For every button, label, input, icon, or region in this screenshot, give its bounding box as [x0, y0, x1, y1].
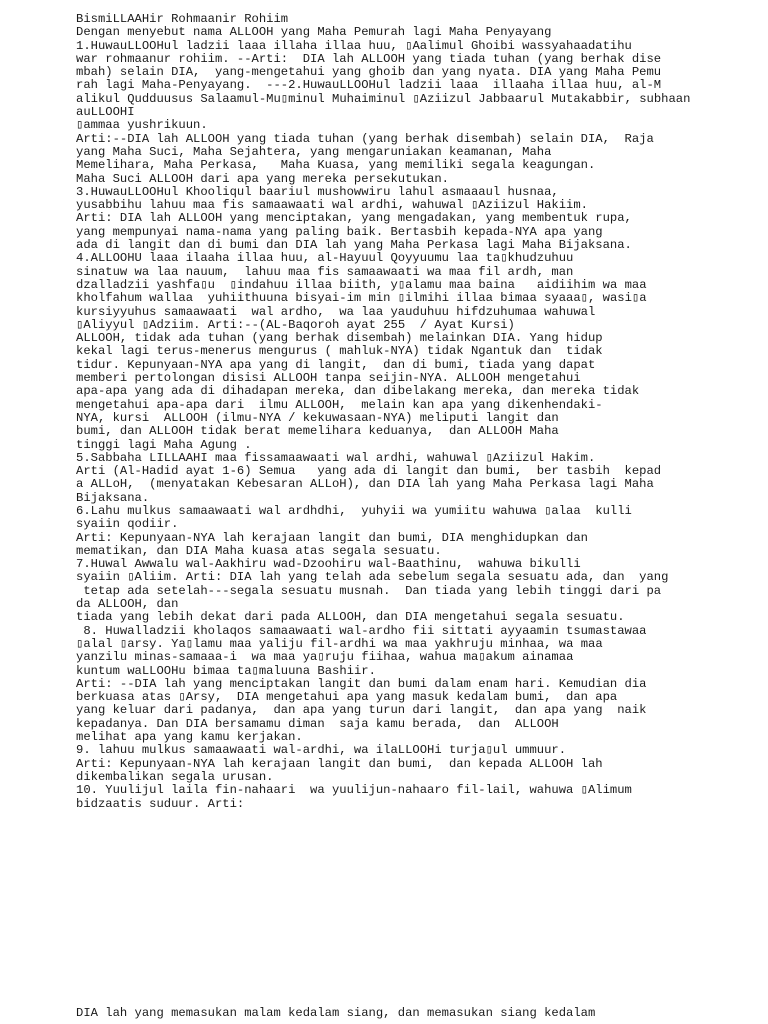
text-line: ▯alal ▯arsy. Ya▯lamu maa yaliju fil-ardhi wa maa yakhruju minhaa, wa maa [76, 636, 603, 651]
text-line: dikembalikan segala urusan. [76, 769, 274, 784]
text-line: Arti: Kepunyaan-NYA lah kerajaan langit dan bumi, dan kepada ALLOOH lah [76, 756, 603, 771]
text-line: sinatuw wa laa nauum, lahuu maa fis samaawaati wa maa fil ardh, man [76, 264, 574, 279]
text-line: 9. lahuu mulkus samaawaati wal-ardhi, wa ilaLLOOHi turja▯ul ummuur. [76, 743, 567, 758]
text-line: Arti (Al-Hadid ayat 1-6) Semua yang ada di langit dan bumi, ber tasbih kepad [76, 464, 662, 479]
text-line: 3.HuwauLLOOHul Khooliqul baariul mushowwiru lahul asmaaaul husnaa, [76, 184, 559, 199]
text-line: kekal lagi terus-menerus mengurus ( mahluk-NYA) tidak Ngantuk dan tidak [76, 344, 603, 359]
text-line: kursiyyuhus samaawaati wal ardho, wa laa yauduhuu hifdzuhumaa wahuwal [76, 304, 596, 319]
text-line: Arti: DIA lah ALLOOH yang menciptakan, yang mengadakan, yang membentuk rupa, [76, 211, 632, 226]
text-line: da ALLOOH, dan [76, 597, 179, 612]
text-line: 10. Yuulijul laila fin-nahaari wa yuulijun-nahaaro fil-lail, wahuwa ▯Alimum [76, 783, 632, 798]
text-line: tetap ada setelah---segala sesuatu musnah. Dan tiada yang lebih tinggi dari pa [76, 583, 662, 598]
text-line: ada di langit dan di bumi dan DIA lah yang Maha Perkasa lagi Maha Bijaksana. [76, 238, 632, 253]
text-line: Bijaksana. [76, 490, 150, 505]
text-line: bidzaatis suduur. Arti: [76, 796, 245, 811]
text-line: Arti: --DIA lah yang menciptakan langit dan bumi dalam enam hari. Kemudian dia [76, 676, 647, 691]
text-line: kholfahum wallaa yuhiithuuna bisyai-im min ▯ilmihi illaa bimaa syaaa▯, wasi▯a [76, 291, 647, 306]
text-line: 6.Lahu mulkus samaawaati wal ardhdhi, yuhyii wa yumiitu wahuwa ▯alaa kulli [76, 503, 632, 518]
text-line: ▯ammaa yushrikuun. [76, 118, 208, 133]
text-line: mengetahui apa-apa dari ilmu ALLOOH, melain kan apa yang dikenhendaki- [76, 397, 603, 412]
text-line: syaiin ▯Aliim. Arti: DIA lah yang telah ada sebelum segala sesuatu ada, dan yang [76, 570, 669, 585]
text-line: tidur. Kepunyaan-NYA apa yang di langit, dan di bumi, tiada yang dapat [76, 357, 596, 372]
text-line: 5.Sabbaha LILLAAHI maa fissamaawaati wal ardhi, wahuwal ▯Aziizul Hakim. [76, 450, 596, 465]
text-line: rah lagi Maha-Penyayang. ---2.HuwauLLOOHul ladzii laaa illaaha illaa huu, al-M [76, 78, 662, 93]
text-line: dzalladzii yashfa▯u ▯indahuu illaa biith, y▯alamu maa baina aidiihim wa maa [76, 277, 647, 292]
text-line: Memelihara, Maha Perkasa, Maha Kuasa, yang memiliki segala keagungan. [76, 158, 596, 173]
text-line: 4.ALLOOHU laaa ilaaha illaa huu, al-Hayuul Qoyyuumu laa ta▯khudzuhuu [76, 251, 574, 266]
text-line: apa-apa yang ada di dihadapan mereka, dan dibelakang mereka, dan mereka tidak [76, 384, 640, 399]
text-line: yusabbihu lahuu maa fis samaawaati wal ardhi, wahuwal ▯Aziizul Hakiim. [76, 198, 588, 213]
text-line: melihat apa yang kamu kerjakan. [76, 730, 303, 745]
text-line: yang mempunyai nama-nama yang paling baik. Bertasbih kepada-NYA apa yang [76, 224, 603, 239]
text-line: kuntum waLLOOHu bimaa ta▯maluuna Bashiir. [76, 663, 376, 678]
text-line: Maha Suci ALLOOH dari apa yang mereka persekutukan. [76, 171, 449, 186]
document-text [76, 13, 756, 811]
text-line: kepadanya. Dan DIA bersamamu diman saja kamu berada, dan ALLOOH [76, 716, 559, 731]
text-line: ALLOOH, tidak ada tuhan (yang berhak disembah) melainkan DIA. Yang hidup [76, 331, 603, 346]
text-line: mbah) selain DIA, yang-mengetahui yang ghoib dan yang nyata. DIA yang Maha Pemu [76, 65, 662, 80]
text-line: Arti:--DIA lah ALLOOH yang tiada tuhan (yang berhak disembah) selain DIA, Raja [76, 131, 654, 146]
text-line: 1.HuwauLLOOHul ladzii laaa illaha illaa huu, ▯Aalimul Ghoibi wassyahaadatihu [76, 38, 632, 53]
text-line: a ALLoH, (menyatakan Kebesaran ALLoH), dan DIA lah yang Maha Perkasa lagi Maha [76, 477, 654, 492]
text-line: auLLOOHI [76, 105, 135, 120]
text-line: syaiin qodiir. [76, 517, 179, 532]
text-line: tinggi lagi Maha Agung . [76, 437, 252, 452]
text-line: memberi pertolongan disisi ALLOOH tanpa seijin-NYA. ALLOOH mengetahui [76, 371, 581, 386]
text-line: bumi, dan ALLOOH tidak berat memelihara keduanya, dan ALLOOH Maha [76, 424, 559, 439]
text-line: yang Maha Suci, Maha Sejahtera, yang mengaruniakan keamanan, Maha [76, 144, 552, 159]
text-line: yang keluar dari padanya, dan apa yang turun dari langit, dan apa yang naik [76, 703, 647, 718]
text-line: war rohmaanur rohiim. --Arti: DIA lah ALLOOH yang tiada tuhan (yang berhak dise [76, 51, 662, 66]
text-line: Arti: Kepunyaan-NYA lah kerajaan langit dan bumi, DIA menghidupkan dan [76, 530, 588, 545]
text-line: NYA, kursi ALLOOH (ilmu-NYA / kekuwasaan-NYA) meliputi langit dan [76, 410, 559, 425]
text-line: Dengan menyebut nama ALLOOH yang Maha Pemurah lagi Maha Penyayang [76, 25, 552, 40]
text-line: berkuasa atas ▯Arsy, DIA mengetahui apa yang masuk kedalam bumi, dan apa [76, 690, 618, 705]
text-line: tiada yang lebih dekat dari pada ALLOOH, dan DIA mengetahui segala sesuatu. [76, 610, 625, 625]
text-line: mematikan, dan DIA Maha kuasa atas segala sesuatu. [76, 543, 442, 558]
document-tail-line: DIA lah yang memasukan malam kedalam siang, dan memasukan siang kedalam [76, 1006, 596, 1020]
text-line: ▯Aliyyul ▯Adziim. Arti:--(AL-Baqoroh ayat 255 / Ayat Kursi) [76, 317, 515, 332]
text-line: 8. Huwalladzii kholaqos samaawaati wal-ardho fii sittati ayyaamin tsumastawaa [76, 623, 647, 638]
text-line: alikul Qudduusus Salaamul-Mu▯minul Muhaiminul ▯Aziizul Jabbaarul Mutakabbir, subhaan [76, 91, 691, 106]
text-line: 7.Huwal Awwalu wal-Aakhiru wad-Dzoohiru wal-Baathinu, wahuwa bikulli [76, 557, 581, 572]
text-line: BismiLLAAHir Rohmaanir Rohiim [76, 12, 289, 26]
text-line: yanzilu minas-samaaa-i wa maa ya▯ruju fiihaa, wahua ma▯akum ainamaa [76, 650, 574, 665]
